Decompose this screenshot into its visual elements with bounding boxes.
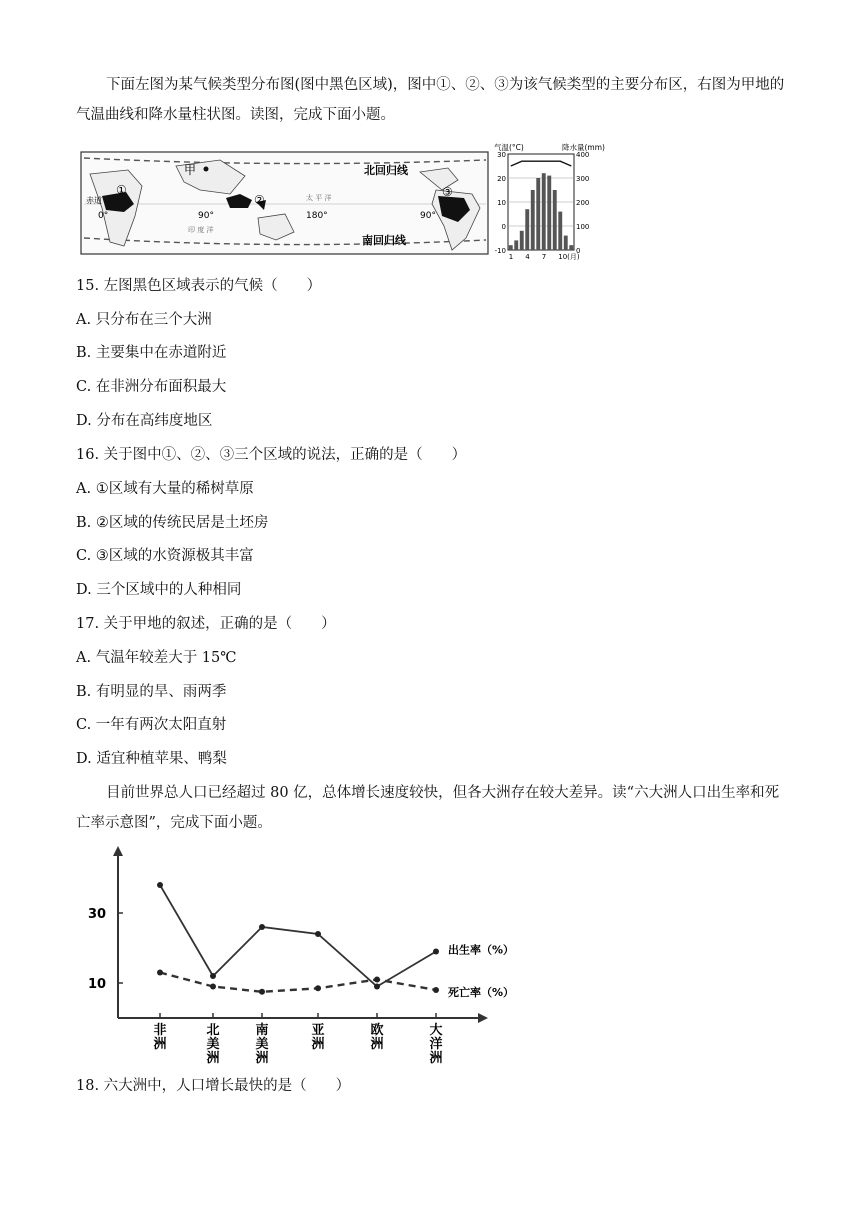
precipitation-bar <box>514 240 518 250</box>
death-rate-point <box>210 984 216 990</box>
map-label-equator: 赤道 <box>86 196 102 205</box>
population-y-tick: 30 <box>88 907 107 922</box>
precipitation-bar <box>569 245 573 250</box>
map-frame <box>81 152 488 254</box>
map-label-region-2: ② <box>254 193 265 207</box>
population-x-label: 北美洲 <box>206 1023 220 1066</box>
map-label-180: 180° <box>306 211 328 221</box>
jia-point <box>204 167 209 172</box>
question-15-option-d[interactable]: D. 分布在高纬度地区 <box>76 413 213 429</box>
map-label-tropic-south: 南回归线 <box>362 234 406 247</box>
climate-left-tick: 10 <box>497 199 506 207</box>
question-15-option-b[interactable]: B. 主要集中在赤道附近 <box>76 345 227 361</box>
intro-paragraph-population: 目前世界总人口已经超过 80 亿，总体增长速度较快，但各大洲存在较大差异。读“六大洲人口出生率和死亡率示意图”，完成下面小题。 <box>76 785 780 831</box>
legend-death-rate: 死亡率（%） <box>448 986 515 999</box>
climate-left-tick: -10 <box>494 247 506 255</box>
climate-left-tick: 0 <box>501 223 506 231</box>
map-label-tropic-north: 北回归线 <box>364 164 408 177</box>
climate-x-tick: 7 <box>541 253 547 261</box>
climate-right-tick: 100 <box>576 223 590 231</box>
question-16-option-a[interactable]: A. ①区域有大量的稀树草原 <box>76 481 254 497</box>
precipitation-bar <box>536 178 540 250</box>
death-rate-point <box>315 985 321 991</box>
precipitation-bar <box>509 245 513 250</box>
precipitation-bar <box>553 190 557 250</box>
legend-birth-rate: 出生率（%） <box>448 943 515 957</box>
birth-rate-point <box>315 931 321 937</box>
intro-paragraph-climate: 下面左图为某气候类型分布图(图中黑色区域)，图中①、②、③为该气候类型的主要分布区，右图为甲地的气温曲线和降水量柱状图。读图，完成下面小题。 <box>76 77 785 123</box>
question-16-stem: 16. 关于图中①、②、③三个区域的说法，正确的是（ ） <box>76 447 467 463</box>
population-x-label: 非洲 <box>153 1023 167 1052</box>
precipitation-bar <box>542 173 546 250</box>
precipitation-bar <box>547 176 551 250</box>
climate-right-tick: 400 <box>576 151 590 159</box>
climate-right-tick: 200 <box>576 199 590 207</box>
death-rate-point <box>374 977 380 983</box>
map-label-pacific-ocean: 太 平 洋 <box>306 194 332 202</box>
climate-chart-temp-label: 气温(°C) <box>494 143 524 152</box>
precipitation-bar <box>531 190 535 250</box>
population-x-label: 南美洲 <box>255 1023 269 1066</box>
climate-left-tick: 20 <box>497 175 506 183</box>
precipitation-bar <box>525 209 529 250</box>
birth-rate-point <box>433 949 439 955</box>
question-16-option-d[interactable]: D. 三个区域中的人种相同 <box>76 582 242 598</box>
question-15-option-a[interactable]: A. 只分布在三个大洲 <box>76 312 212 328</box>
birth-rate-point <box>374 984 380 990</box>
climate-chart-precip-label: 降水量(mm) <box>562 143 605 152</box>
climate-distribution-map <box>80 146 490 258</box>
population-x-label: 大洋洲 <box>429 1023 443 1066</box>
map-label-indian-ocean: 印 度 洋 <box>188 226 214 234</box>
question-17-option-a[interactable]: A. 气温年较差大于 15℃ <box>76 650 237 666</box>
population-x-label: 欧洲 <box>370 1023 384 1052</box>
question-17-option-c[interactable]: C. 一年有两次太阳直射 <box>76 717 227 733</box>
precipitation-bar <box>520 231 524 250</box>
map-label-90w: 90° <box>420 211 436 221</box>
death-rate-point <box>157 970 163 976</box>
birth-rate-point <box>157 882 163 888</box>
climate-left-tick: 30 <box>497 151 506 159</box>
question-17-option-d[interactable]: D. 适宜种植苹果、鸭梨 <box>76 751 227 767</box>
death-rate-point <box>433 987 439 993</box>
map-label-region-3: ③ <box>442 185 453 199</box>
question-16-option-b[interactable]: B. ②区域的传统民居是土坯房 <box>76 515 269 531</box>
question-16-option-c[interactable]: C. ③区域的水资源极其丰富 <box>76 548 254 564</box>
population-x-label: 亚洲 <box>311 1023 325 1052</box>
question-15-option-c[interactable]: C. 在非洲分布面积最大 <box>76 379 227 395</box>
climate-right-tick: 300 <box>576 175 590 183</box>
population-rate-chart <box>80 842 515 1066</box>
birth-rate-point <box>259 924 265 930</box>
climate-right-tick: 0 <box>576 247 581 255</box>
climate-x-tick: 1 <box>508 253 514 261</box>
question-15-stem: 15. 左图黑色区域表示的气候（ ） <box>76 278 322 294</box>
precipitation-bar <box>558 212 562 250</box>
climate-x-tick: 4 <box>525 253 530 261</box>
birth-rate-line <box>160 885 436 987</box>
climate-x-tick: 10(月) <box>558 253 580 261</box>
map-label-jia: 甲 <box>184 163 197 177</box>
question-18-stem: 18. 六大洲中，人口增长最快的是（ ） <box>76 1078 351 1094</box>
birth-rate-point <box>210 973 216 979</box>
map-label-region-1: ① <box>116 183 127 197</box>
climate-chart <box>490 140 610 262</box>
map-label-0deg: 0° <box>98 211 109 221</box>
precipitation-bar <box>564 236 568 250</box>
map-label-90e: 90° <box>198 211 214 221</box>
question-17-option-b[interactable]: B. 有明显的旱、雨两季 <box>76 684 227 700</box>
death-rate-point <box>259 989 265 995</box>
question-17-stem: 17. 关于甲地的叙述，正确的是（ ） <box>76 616 336 632</box>
population-y-tick: 10 <box>88 977 107 992</box>
